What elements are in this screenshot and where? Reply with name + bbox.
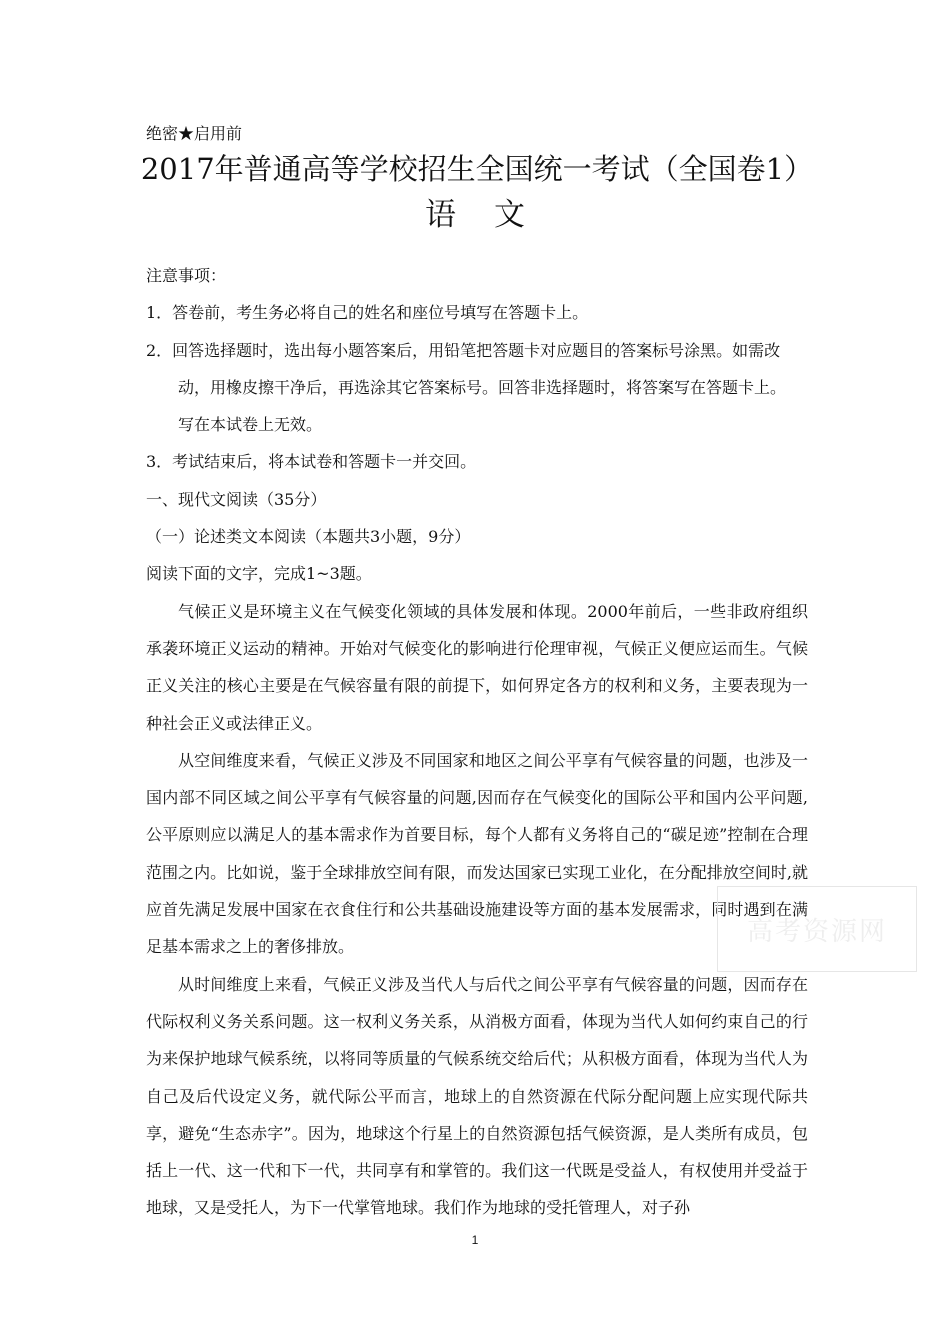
confidential-label: 绝密★启用前: [146, 124, 243, 143]
watermark-text: 高考资源网: [746, 916, 887, 947]
subject-title: 语文: [425, 197, 563, 233]
notice-heading: 注意事项：: [146, 266, 227, 285]
notice-item: 1．答卷前，考生务必将自己的姓名和座位号填写在答题卡上。: [146, 303, 589, 323]
passage-paragraph: 气候正义是环境主义在气候变化领域的具体发展和体现。2000年前后，一些非政府组织承袭环境正义运动的精神。开始对气候变化的影响进行伦理审视，气候正义便应运而生。气候正义关注的核心主要是在气候容量有限的前提下，如何界定各方的权利和义务，主要表现为一种社会正义或法律正义。: [146, 601, 808, 733]
exam-title: 2017年普通高等学校招生全国统一考试（全国卷1）: [140, 152, 814, 186]
passage-paragraph: 从空间维度来看，气候正义涉及不同国家和地区之间公平享有气候容量的问题，也涉及一国内部不同区域之间公平享有气候容量的问题,因而存在气候变化的国际公平和国内公平问题,公平原则应以满足人的基本需求作为首要目标，每个人都有义务将自己的“碳足迹”控制在合理范围之内。比如说，鉴于全球排放空间有限，而发达国家已实现工业化，在分配排放空间时,就应首先满足发展中国家在衣食住行和公共基础设施建设等方面的基本发展需求，同时遇到在满足基本需求之上的奢侈排放。: [146, 750, 808, 957]
section-subheading: （一）论述类文本阅读（本题共3小题，9分）: [146, 527, 471, 547]
notice-item-continuation: 写在本试卷上无效。: [178, 415, 323, 435]
page-number: 1: [471, 1233, 479, 1247]
document-body: [146, 257, 808, 1227]
passage-paragraph: 从时间维度上来看，气候正义涉及当代人与后代之间公平享有气候容量的问题，因而存在代际权利义务关系问题。这一权利义务关系，从消极方面看，体现为当代人如何约束自己的行为来保护地球气候系统，以将同等质量的气候系统交给后代；从积极方面看，体现为当代人为自己及后代设定义务，就代际公平而言，地球上的自然资源在代际分配问题上应实现代际共享，避免“生态赤字”。因为，地球这个行星上的自然资源包括气候资源，是人类所有成员，包括上一代、这一代和下一代，共同享有和掌管的。我们这一代既是受益人，有权使用并受益于地球，又是受托人，为下一代掌管地球。我们作为地球的受托管理人，对子孙: [146, 974, 808, 1218]
reading-instruction: 阅读下面的文字，完成1~3题。: [146, 564, 372, 584]
notice-item-continuation: 动，用橡皮擦干净后，再选涂其它答案标号。回答非选择题时，将答案写在答题卡上。: [178, 377, 787, 397]
notice-item: 2．回答选择题时，选出每小题答案后，用铅笔把答题卡对应题目的答案标号涂黑。如需改: [146, 340, 781, 360]
watermark: [717, 886, 917, 972]
section-heading: 一、现代文阅读（35分）: [146, 489, 327, 509]
notice-item: 3．考试结束后，将本试卷和答题卡一并交回。: [146, 452, 477, 472]
